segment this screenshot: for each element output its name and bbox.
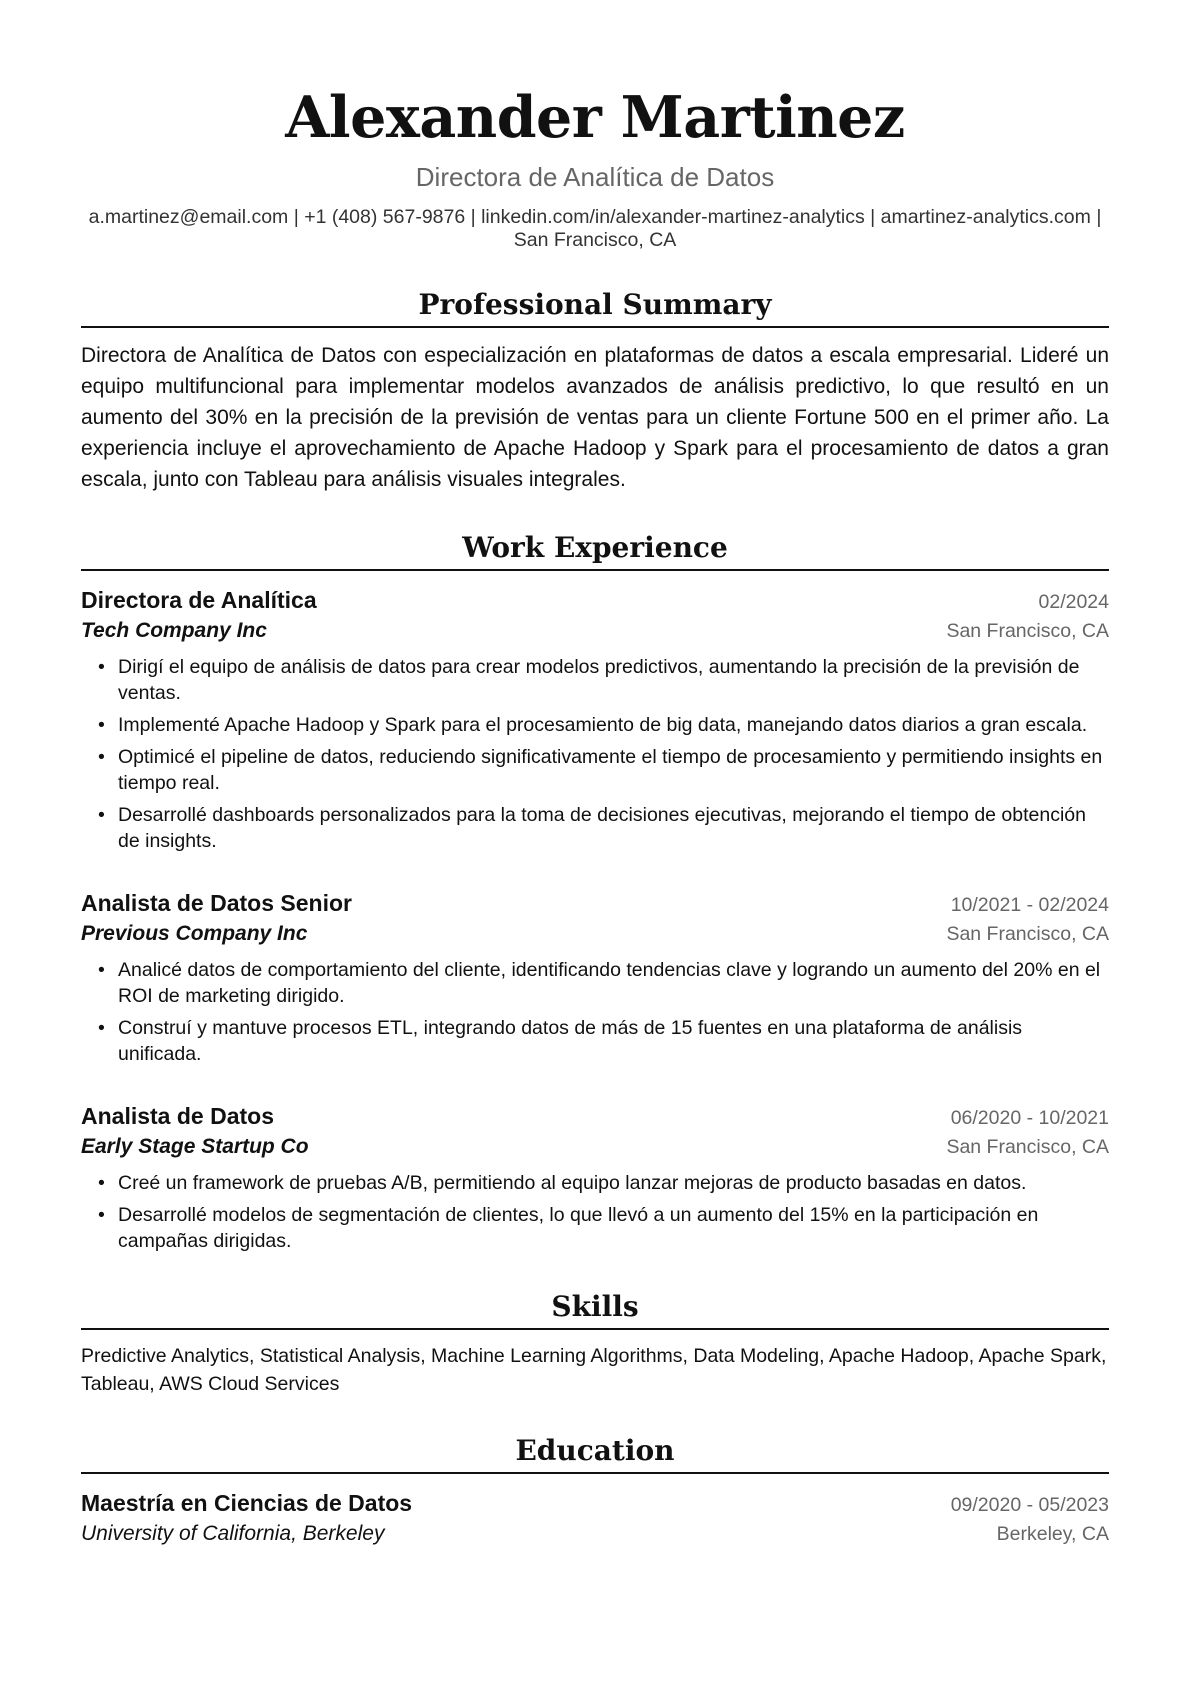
job-bullets (81, 957, 1109, 1067)
job-title: Analista de Datos Senior (81, 890, 352, 916)
education-entry (81, 1488, 1109, 1549)
job-date: 02/2024 (1038, 591, 1109, 613)
skills-section (81, 1288, 1109, 1398)
education-degree: Maestría en Ciencias de Datos (81, 1490, 413, 1516)
job-company: Previous Company Inc (81, 922, 308, 945)
job-entry (81, 888, 1109, 1067)
resume-header (81, 78, 1109, 252)
job-date: 10/2021 - 02/2024 (950, 894, 1109, 916)
summary-heading: Professional Summary (81, 286, 1109, 328)
job-bullet: • Desarrollé modelos de segmentación de clientes, lo que llevó a un aumento del 15% en la participación en campañas dirigidas. (118, 1202, 1109, 1254)
candidate-name: Alexander Martinez (285, 84, 905, 151)
education-heading: Education (81, 1432, 1109, 1474)
job-title: Directora de Analítica (81, 587, 317, 613)
contact-line: a.martinez@email.com | +1 (408) 567-9876 | linkedin.com/in/alexander-martinez-analytics | amartinez-analytics.com | San Francisco, CA (88, 206, 1102, 251)
job-bullet: • Analicé datos de comportamiento del cliente, identificando tendencias clave y logrando un aumento del 20% en el ROI de marketing dirigido. (118, 957, 1109, 1009)
job-company: Tech Company Inc (81, 619, 267, 642)
job-entry (81, 585, 1109, 854)
experience-heading: Work Experience (81, 529, 1109, 571)
education-section (81, 1432, 1109, 1549)
summary-text: Directora de Analítica de Datos con especialización en plataformas de datos a escala empresarial. Lideré un equipo multifuncional para implementar modelos avanzados de análisis predictivo, lo que resultó en un aumento del 30% en la precisión de la previsión de ventas para un cliente Fortune 500 en el primer año. La experiencia incluye el aprovechamiento de Apache Hadoop y Spark para el procesamiento de datos a gran escala, junto con Tableau para análisis visuales integrales. (81, 344, 1109, 491)
job-bullet: • Construí y mantuve procesos ETL, integrando datos de más de 15 fuentes en una plataforma de análisis unificada. (118, 1015, 1109, 1067)
job-location: San Francisco, CA (946, 923, 1109, 945)
job-bullet: • Creé un framework de pruebas A/B, permitiendo al equipo lanzar mejoras de producto basadas en datos. (118, 1170, 1109, 1196)
experience-section (81, 529, 1109, 1254)
job-bullets (81, 1170, 1109, 1254)
job-bullet: • Dirigí el equipo de análisis de datos para crear modelos predictivos, aumentando la precisión de la previsión de ventas. (118, 654, 1109, 706)
skills-heading: Skills (81, 1288, 1109, 1330)
job-location: San Francisco, CA (946, 620, 1109, 642)
job-bullets (81, 654, 1109, 854)
job-company: Early Stage Startup Co (81, 1135, 309, 1158)
job-bullet: • Optimicé el pipeline de datos, reduciendo significativamente el tiempo de procesamiento y permitiendo insights en tiempo real. (118, 744, 1109, 796)
job-location: San Francisco, CA (946, 1136, 1109, 1158)
job-bullet: • Implementé Apache Hadoop y Spark para el procesamiento de big data, manejando datos diarios a gran escala. (118, 712, 1109, 738)
summary-section (81, 286, 1109, 495)
job-title: Analista de Datos (81, 1103, 274, 1129)
education-date: 09/2020 - 05/2023 (950, 1494, 1109, 1516)
job-date: 06/2020 - 10/2021 (950, 1107, 1109, 1129)
job-entry (81, 1101, 1109, 1254)
candidate-title: Directora de Analítica de Datos (415, 162, 775, 192)
education-location: Berkeley, CA (996, 1523, 1109, 1545)
job-bullet: • Desarrollé dashboards personalizados para la toma de decisiones ejecutivas, mejorando el tiempo de obtención de insights. (118, 802, 1109, 854)
education-school: University of California, Berkeley (81, 1522, 385, 1545)
skills-text: Predictive Analytics, Statistical Analysis, Machine Learning Algorithms, Data Modeling, Apache Hadoop, Apache Spark, Tableau, AWS Cloud Services (81, 1345, 1107, 1395)
